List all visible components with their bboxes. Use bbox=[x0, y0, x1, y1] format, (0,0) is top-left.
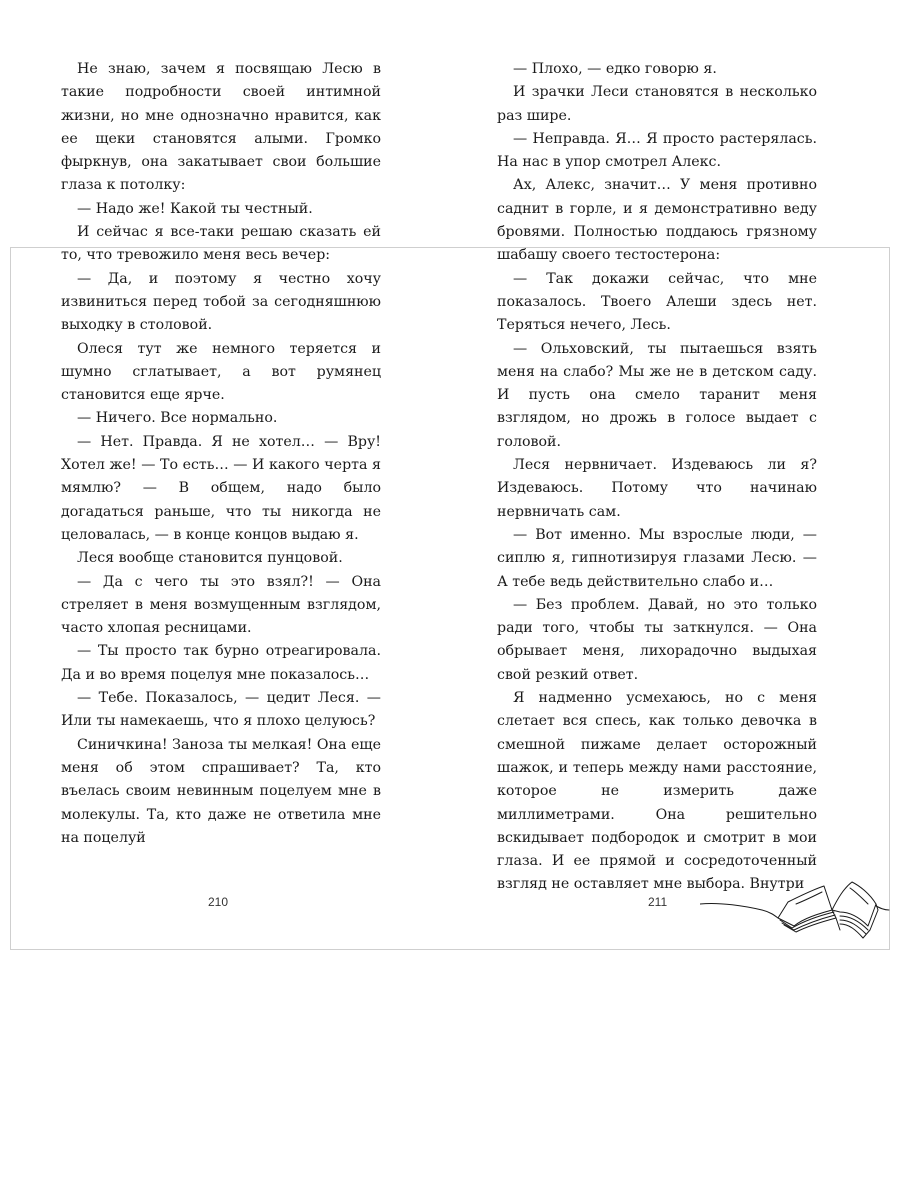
paragraph: — Ольховский, ты пытаешься взять меня на слабо? Мы же не в детском саду. И пусть она смело таранит меня взглядом, но дрожь в голосе выдает с головой. bbox=[497, 340, 817, 450]
paragraph: — Ничего. Все нормально. bbox=[77, 410, 278, 427]
paragraph: Синичкина! Заноза ты мелкая! Она еще меня об этом спрашивает? Та, кто въелась своим невинным поцелуем мне в молекулы. Та, кто даже не ответила мне на поцелуй bbox=[61, 736, 381, 846]
paragraph: — Тебе. Показалось, — цедит Леся. — Или ты намекаешь, что я плохо целуюсь? bbox=[61, 690, 381, 730]
paragraph: Леся вообще становится пунцовой. bbox=[77, 550, 343, 567]
paragraph: Я надменно усмехаюсь, но с меня слетает вся спесь, как только девочка в смешной пижаме делает осторожный шажок, и теперь между нами расстояние, которое не измерить даже миллиметрами. Она решительно вскидывает подбородок и смотрит в мои глаза. И ее прямой и сосредоточенный взгляд не оставляет мне выбора. Внутри bbox=[497, 690, 817, 893]
paragraph: — Без проблем. Давай, но это только ради того, чтобы ты заткнулся. — Она обрывает меня, лихорадочно выдыхая свой резкий ответ. bbox=[497, 596, 817, 683]
right-page bbox=[497, 58, 817, 897]
paragraph: — Нет. Правда. Я не хотел… — Вру! Хотел же! — То есть… — И какого черта я мямлю? — В общем, надо было догадаться раньше, что ты никогда не целовалась, — в конце концов выдаю я. bbox=[61, 433, 381, 543]
paragraph: И зрачки Леси становятся в несколько раз шире. bbox=[497, 84, 817, 124]
paragraph: — Вот именно. Мы взрослые люди, — сиплю я, гипнотизируя глазами Лесю. — А тебе ведь действительно слабо и… bbox=[497, 526, 817, 590]
paragraph: — Ты просто так бурно отреагировала. Да и во время поцелуя мне показалось… bbox=[61, 643, 381, 683]
paragraph: — Да, и поэтому я честно хочу извиниться перед тобой за сегодняшнюю выходку в столовой. bbox=[61, 270, 381, 334]
paragraph: — Так докажи сейчас, что мне показалось. Твоего Алеши здесь нет. Теряться нечего, Лесь. bbox=[497, 270, 817, 334]
open-book-line-drawing-icon bbox=[700, 868, 890, 948]
paragraph: Не знаю, зачем я посвящаю Лесю в такие подробности своей интимной жизни, но мне однозначно нравится, как ее щеки становятся алыми. Громко фыркнув, она закатывает свои большие глаза к потолку: bbox=[61, 61, 381, 194]
paragraph: — Да с чего ты это взял?! — Она стреляет в меня возмущенным взглядом, часто хлопая ресницами. bbox=[61, 573, 381, 637]
paragraph: И сейчас я все-таки решаю сказать ей то, что тревожило меня весь вечер: bbox=[61, 224, 381, 264]
paragraph: — Плохо, — едко говорю я. bbox=[513, 61, 717, 77]
page-number-right: 211 bbox=[648, 895, 668, 909]
paragraph: Олеся тут же немного теряется и шумно сглатывает, а вот румянец становится еще ярче. bbox=[61, 340, 381, 404]
paragraph: — Надо же! Какой ты честный. bbox=[77, 200, 313, 217]
paragraph: Ах, Алекс, значит… У меня противно саднит в горле, и я демонстративно веду бровями. Полностью поддаюсь грязному шабашу своего тестостерона: bbox=[497, 177, 817, 264]
page-number-left: 210 bbox=[208, 895, 229, 909]
left-page bbox=[61, 58, 381, 850]
paragraph: Леся нервничает. Издеваюсь ли я? Издеваюсь. Потому что начинаю нервничать сам. bbox=[497, 457, 817, 520]
paragraph: — Неправда. Я… Я просто растерялась. На нас в упор смотрел Алекс. bbox=[497, 130, 817, 171]
